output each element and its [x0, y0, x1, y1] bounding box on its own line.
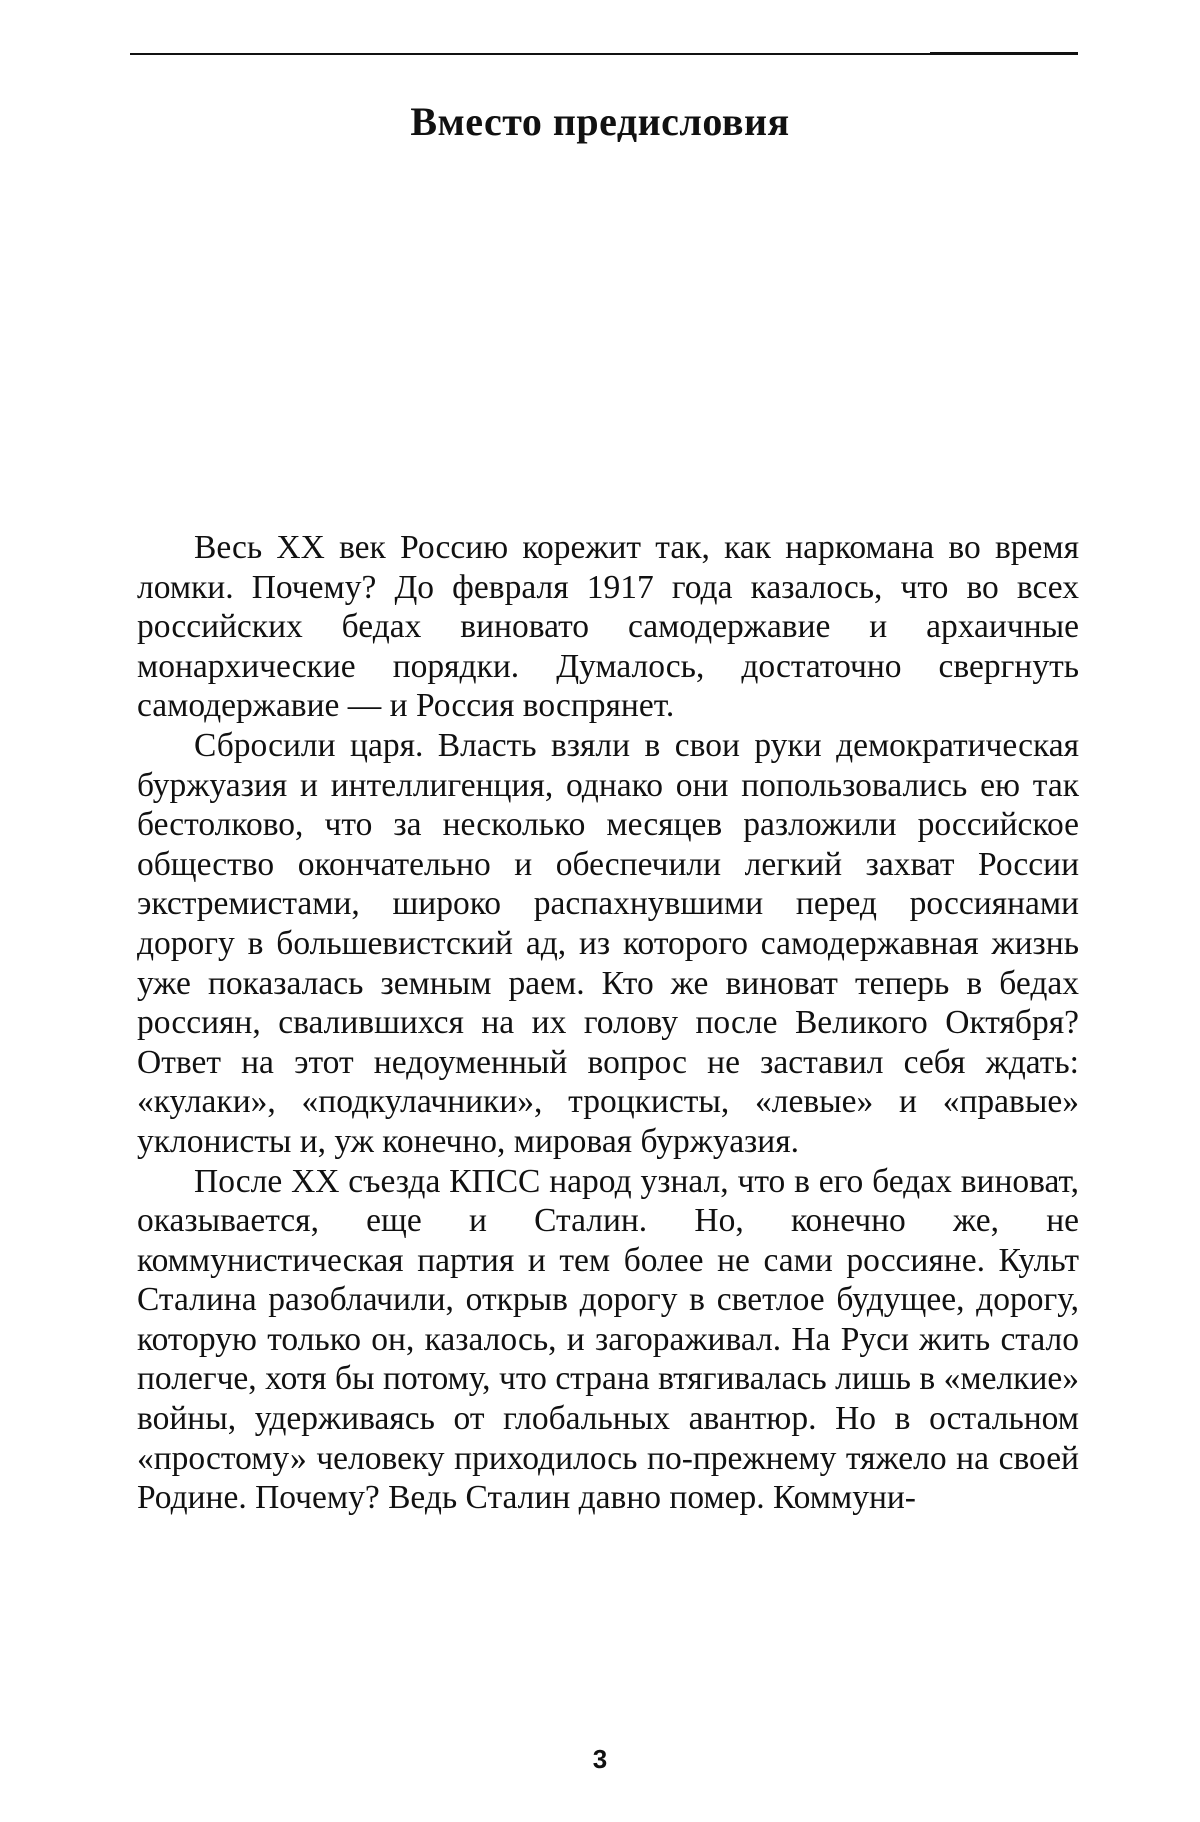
- page-number: 3: [592, 1744, 608, 1774]
- chapter-title: Вместо предисловия: [410, 99, 790, 144]
- paragraph: Сбросили царя. Власть взяли в свои руки демократическая буржуазия и интеллигенция, однако они попользовались ею так бестолково, что за несколько месяцев разложили российское общество окончательно и обеспечили легкий захват России экстремистами, широко распахнувшими перед россиянами дорогу в большевистский ад, из которого самодержавная жизнь уже показалась земным раем. Кто же виноват теперь в бедах россиян, свалившихся на их голову после Великого Октября? Ответ на этот недоуменный вопрос не заставил себя ждать: «кулаки», «подкулачники», троцкисты, «левые» и «правые» уклонисты и, уж конечно, мировая буржуазия.: [137, 726, 1079, 1160]
- top-rule-accent: [930, 52, 1078, 55]
- paragraph: Весь XX век Россию корежит так, как наркомана во время ломки. Почему? До февраля 1917 года казалось, что во всех российских бедах виновато самодержавие и архаичные монархические порядки. Думалось, достаточно свергнуть самодержавие — и Россия воспрянет.: [137, 529, 1079, 725]
- body-text: [137, 528, 1079, 1518]
- paragraph: После XX съезда КПСС народ узнал, что в его бедах виноват, оказывается, еще и Сталин. Но, конечно же, не коммунистическая партия и тем более не сами россияне. Культ Сталина разоблачили, открыв дорогу в светлое будущее, дорогу, которую только он, казалось, и загораживал. На Руси жить стало полегче, хотя бы потому, что страна втягивалась лишь в «мелкие» войны, удерживаясь от глобальных авантюр. Но в остальном «простому» человеку приходилось по-прежнему тяжело на своей Родине. Почему? Ведь Сталин давно помер. Коммуни-: [137, 1162, 1079, 1517]
